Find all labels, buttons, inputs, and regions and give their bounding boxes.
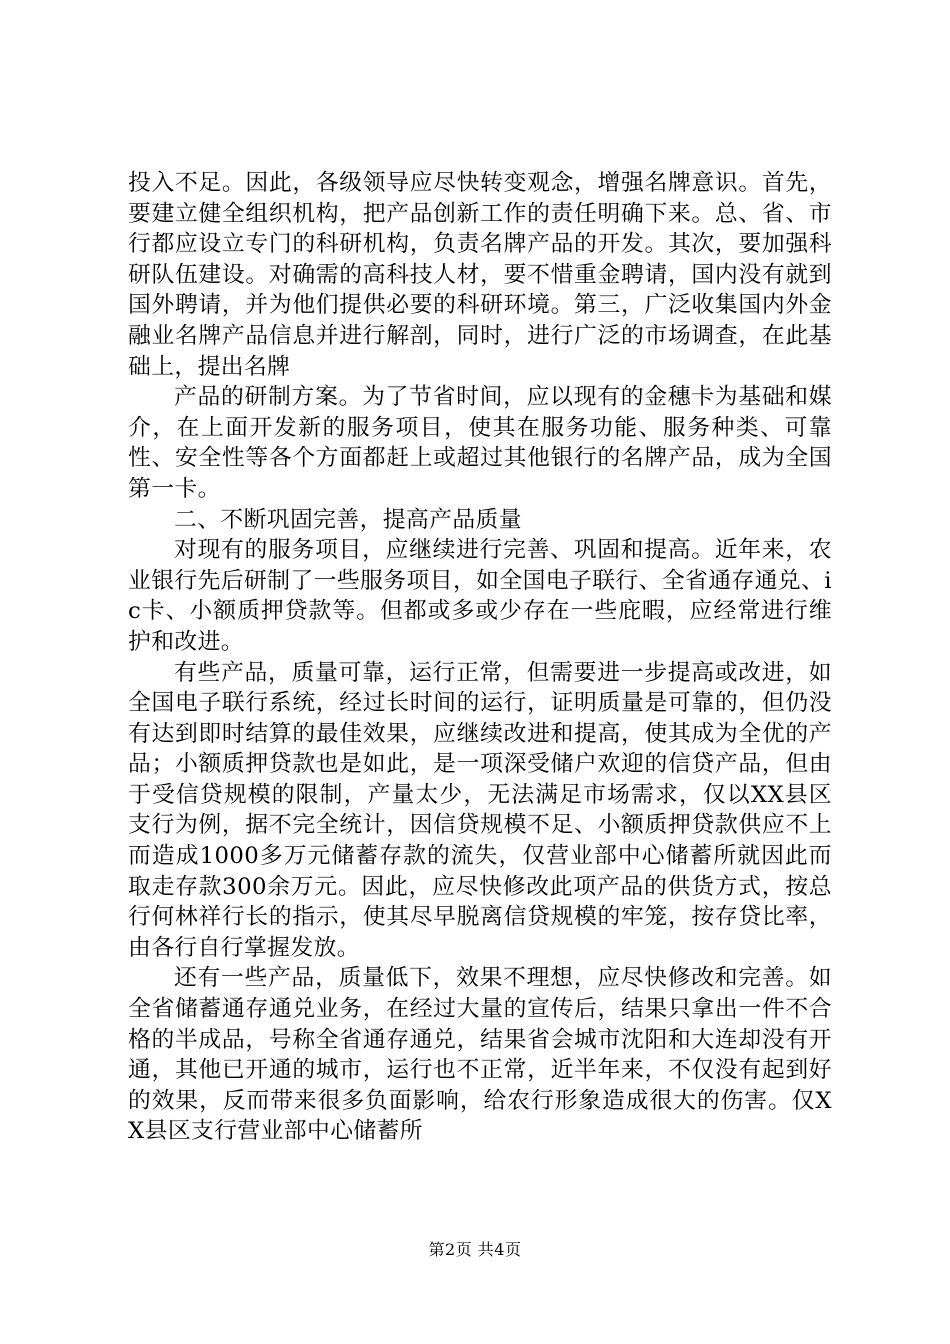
page-footer [0, 1240, 950, 1260]
page-number-label: 第2页 共4页 [428, 1240, 522, 1259]
paragraph-3: 对现有的服务项目，应继续进行完善、巩固和提高。近年来，农业银行先后研制了一些服务项目，如全国电子联行、全省通存通兑、ic卡、小额质押贷款等。但都或多或少存在一些庇暇，应经常进行维护和改进。 [128, 537, 832, 655]
paragraph-5: 还有一些产品，质量低下，效果不理想，应尽快修改和完善。如全省储蓄通存通兑业务，在经过大量的宣传后，结果只拿出一件不合格的半成品，号称全省通存通兑，结果省会城市沈阳和大连却没有开通，其他已开通的城市，运行也不正常，近半年来，不仅没有起到好的效果，反而带来很多负面影响，给农行形象造成很大的伤害。仅XX县区支行营业部中心储蓄所 [128, 965, 832, 1145]
section-heading: 二、不断巩固完善，提高产品质量 [174, 506, 522, 533]
paragraph-1: 投入不足。因此，各级领导应尽快转变观念，增强名牌意识。首先，要建立健全组织机构，把产品创新工作的责任明确下来。总、省、市行都应设立专门的科研机构，负责名牌产品的开发。其次，要加强科研队伍建设。对确需的高科技人材，要不惜重金聘请，国内没有就到国外聘请，并为他们提供必要的科研环境。第三，广泛收集国内外金融业名牌产品信息并进行解剖，同时，进行广泛的市场调查，在此基础上，提出名牌 [128, 170, 832, 380]
paragraph-4: 有些产品，质量可靠，运行正常，但需要进一步提高或改进，如全国电子联行系统，经过长时间的运行，证明质量是可靠的，但仍没有达到即时结算的最佳效果，应继续改进和提高，使其成为全优的产品；小额质押贷款也是如此，是一项深受储户欢迎的信贷产品，但由于受信贷规模的限制，产量太少，无法满足市场需求，仅以XX县区支行为例，据不完全统计，因信贷规模不足、小额质押贷款供应不上而造成1000多万元储蓄存款的流失，仅营业部中心储蓄所就因此而取走存款300余万元。因此，应尽快修改此项产品的供货方式，按总行何林祥行长的指示，使其尽早脱离信贷规模的牢笼，按存贷比率，由各行自行掌握发放。 [128, 659, 832, 961]
paragraph-2: 产品的研制方案。为了节省时间，应以现有的金穗卡为基础和媒介，在上面开发新的服务项目，使其在服务功能、服务种类、可靠性、安全性等各个方面都赶上或超过其他银行的名牌产品，成为全国第一卡。 [128, 384, 832, 502]
document-body [128, 168, 832, 1147]
